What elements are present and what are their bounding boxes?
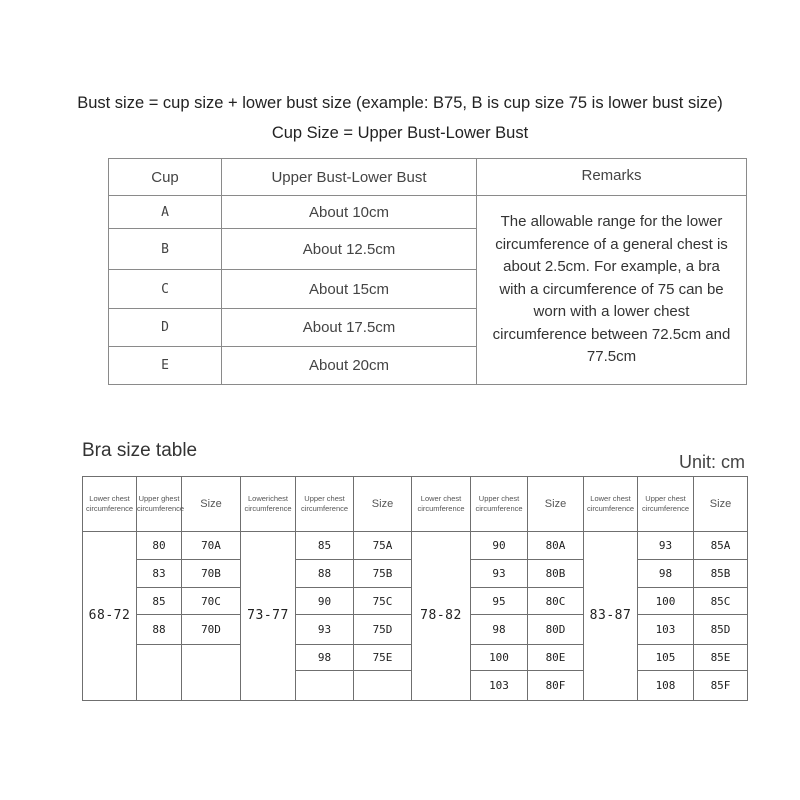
upper-chest-value: 93 — [296, 615, 354, 645]
upper-chest-value: 108 — [638, 671, 694, 701]
cup-letter: D — [109, 309, 222, 347]
upper-chest-value: 98 — [638, 560, 694, 587]
cup-formula-heading: Cup Size = Upper Bust-Lower Bust — [271, 124, 529, 142]
size-value: 70B — [182, 560, 241, 587]
upper-chest-header: Upper chest circumference — [471, 477, 528, 532]
remarks-text: The allowable range for the lower circumference of a general chest is about 2.5cm. For example, a bra with a circumference of 75 can be worn with a lower chest circumference between 72.5cm and 77.5cm — [477, 196, 747, 385]
lower-chest-range: 78-82 — [412, 531, 471, 700]
upper-chest-header: Upper chest circumference — [638, 477, 694, 532]
cup-size-table — [108, 158, 747, 385]
lower-chest-header: Lower chest circumference — [584, 477, 638, 532]
upper-chest-value: 83 — [137, 560, 182, 587]
size-value: 75C — [354, 587, 412, 614]
upper-chest-value: 90 — [296, 587, 354, 614]
size-value: 80D — [528, 615, 584, 645]
upper-chest-value: 93 — [471, 560, 528, 587]
upper-chest-value: 103 — [638, 615, 694, 645]
upper-chest-value: 98 — [471, 615, 528, 645]
upper-chest-value: 88 — [137, 615, 182, 645]
size-header: Size — [694, 477, 748, 532]
cup-letter: B — [109, 229, 222, 270]
table-row — [109, 196, 747, 229]
size-value: 80C — [528, 587, 584, 614]
size-value: 85F — [694, 671, 748, 701]
lower-chest-range: 73-77 — [241, 531, 296, 700]
difference-header: Upper Bust-Lower Bust — [222, 159, 477, 196]
size-value: 75D — [354, 615, 412, 645]
cup-difference: About 17.5cm — [222, 309, 477, 347]
cup-difference: About 15cm — [222, 270, 477, 309]
size-value: 85E — [694, 644, 748, 670]
lower-chest-range: 83-87 — [584, 531, 638, 700]
cup-difference: About 10cm — [222, 196, 477, 229]
cup-table-header-row — [109, 159, 747, 196]
size-value: 75B — [354, 560, 412, 587]
size-value: 85D — [694, 615, 748, 645]
lower-chest-header: Lower chest circumference — [83, 477, 137, 532]
empty-cell — [182, 644, 241, 700]
upper-chest-value: 90 — [471, 531, 528, 560]
size-value: 80A — [528, 531, 584, 560]
upper-chest-value: 93 — [638, 531, 694, 560]
remarks-header: Remarks — [477, 159, 747, 196]
cup-letter: A — [109, 196, 222, 229]
cup-difference: About 12.5cm — [222, 229, 477, 270]
unit-label: Unit: cm — [678, 452, 745, 472]
cup-letter: C — [109, 270, 222, 309]
bra-table-header-row — [83, 477, 748, 532]
size-value: 75A — [354, 531, 412, 560]
upper-chest-value: 80 — [137, 531, 182, 560]
lower-chest-header: Lowerichest circumference — [241, 477, 296, 532]
bra-table-title: Bra size table — [82, 440, 198, 461]
size-header: Size — [182, 477, 241, 532]
table-row — [83, 531, 748, 560]
size-value: 70D — [182, 615, 241, 645]
upper-chest-value: 85 — [137, 587, 182, 614]
size-header: Size — [528, 477, 584, 532]
upper-chest-header: Upper ghest circumference — [137, 477, 182, 532]
upper-chest-value: 105 — [638, 644, 694, 670]
upper-chest-value: 100 — [471, 644, 528, 670]
upper-chest-value: 88 — [296, 560, 354, 587]
cup-difference: About 20cm — [222, 347, 477, 385]
size-value: 70A — [182, 531, 241, 560]
size-value: 75E — [354, 644, 412, 670]
formula-heading: Bust size = cup size + lower bust size (example: B75, B is cup size 75 is lower bust size) — [77, 94, 723, 112]
empty-cell — [354, 671, 412, 701]
size-value: 85C — [694, 587, 748, 614]
cup-letter: E — [109, 347, 222, 385]
upper-chest-value: 100 — [638, 587, 694, 614]
size-value: 80F — [528, 671, 584, 701]
upper-chest-value: 85 — [296, 531, 354, 560]
size-header: Size — [354, 477, 412, 532]
upper-chest-value: 98 — [296, 644, 354, 670]
size-value: 70C — [182, 587, 241, 614]
lower-chest-range: 68-72 — [83, 531, 137, 700]
size-value: 80B — [528, 560, 584, 587]
size-value: 80E — [528, 644, 584, 670]
upper-chest-value: 95 — [471, 587, 528, 614]
bra-size-table — [82, 476, 748, 701]
size-value: 85A — [694, 531, 748, 560]
empty-cell — [296, 671, 354, 701]
cup-header: Cup — [109, 159, 222, 196]
lower-chest-header: Lower chest circumference — [412, 477, 471, 532]
empty-cell — [137, 644, 182, 700]
upper-chest-header: Upper chest circumference — [296, 477, 354, 532]
upper-chest-value: 103 — [471, 671, 528, 701]
size-value: 85B — [694, 560, 748, 587]
